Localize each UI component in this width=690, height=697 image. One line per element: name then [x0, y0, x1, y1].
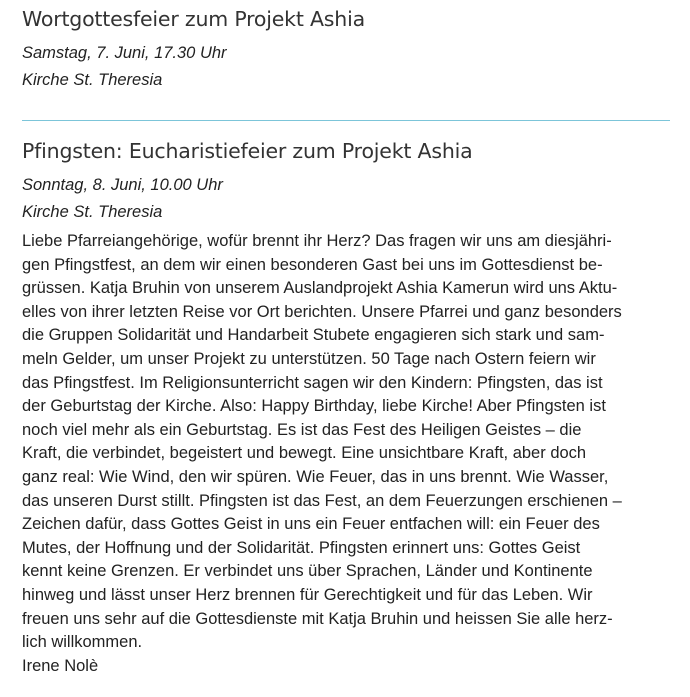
description-line: lich willkommen. [22, 633, 143, 652]
description-line: ganz real: Wie Wind, den wir spüren. Wie Feuer, das in uns brennt. Wie Wasser, [22, 467, 609, 486]
description-line: gen Pfingstfest, an dem wir einen besonderen Gast bei uns im Gottesdienst be- [22, 255, 603, 274]
event-title: Pfingsten: Eucharistiefeier zum Projekt Ashia [22, 139, 473, 163]
description-line: die Gruppen Solidarität und Handarbeit Stubete engagieren sich stark und sam- [22, 326, 605, 345]
description-line: Liebe Pfarreiangehörige, wofür brennt ihr Herz? Das fragen wir uns am diesjähri- [22, 232, 612, 250]
signature: Irene Nolè [22, 656, 99, 675]
event-listing [22, 0, 670, 678]
event-date: Samstag, 7. Juni, 17.30 Uhr [22, 44, 227, 62]
event-meta [22, 40, 670, 94]
section-divider [22, 120, 670, 121]
event-wortgottesfeier [22, 0, 670, 94]
description-line: Zeichen dafür, dass Gottes Geist in uns ein Feuer entfachen will: ein Feuer des [22, 515, 600, 534]
event-date: Sonntag, 8. Juni, 10.00 Uhr [22, 176, 223, 194]
description-line: hinweg und lässt unser Herz brennen für Gerechtigkeit und für das Leben. Wir [22, 585, 593, 604]
description-line: grüssen. Katja Bruhin von unserem Auslandprojekt Ashia Kamerun wird uns Aktu- [22, 279, 618, 298]
description-line: Kraft, die verbindet, begeistert und bewegt. Eine unsichtbare Kraft, aber doch [22, 444, 587, 463]
description-line: meln Gelder, um unser Projekt zu unterstützen. 50 Tage nach Ostern feiern wir [22, 349, 596, 368]
event-description [22, 230, 670, 655]
event-title: Wortgottesfeier zum Projekt Ashia [22, 7, 365, 31]
description-line: der Geburtstag der Kirche. Also: Happy Birthday, liebe Kirche! Aber Pfingsten ist [22, 397, 606, 416]
description-line: freuen uns sehr auf die Gottesdienste mit Katja Bruhin und heissen Sie alle herz- [22, 609, 613, 628]
event-location: Kirche St. Theresia [22, 203, 163, 221]
event-meta [22, 172, 670, 226]
description-line: das Pfingstfest. Im Religionsunterricht sagen wir den Kindern: Pfingsten, das ist [22, 373, 603, 392]
description-line: kennt keine Grenzen. Er verbindet uns über Sprachen, Länder und Kontinente [22, 562, 593, 581]
event-pfingsten [22, 138, 670, 678]
description-line: das unseren Durst stillt. Pfingsten ist das Fest, an dem Feuerzungen erschienen – [22, 491, 622, 510]
description-line: Mutes, der Hoffnung und der Solidarität. Pfingsten erinnert uns: Gottes Geist [22, 538, 581, 557]
description-line: elles von ihrer letzten Reise vor Ort berichten. Unsere Pfarrei und ganz besonders [22, 302, 622, 321]
event-location: Kirche St. Theresia [22, 71, 163, 89]
description-line: noch viel mehr als ein Geburtstag. Es ist das Fest des Heiligen Geistes – die [22, 420, 582, 439]
